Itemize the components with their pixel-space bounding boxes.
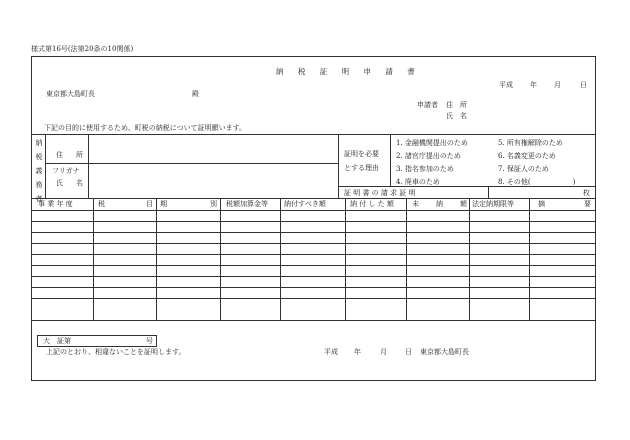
table-row — [32, 243, 595, 244]
table-column-divider — [93, 198, 94, 320]
footer-date-day: 日 — [405, 348, 412, 356]
header-amount-paid: 納 付 し た 額 — [350, 200, 394, 208]
taxpayer-side-label: 納税義務者 — [35, 139, 43, 203]
header-fiscal-year: 事 業 年 度 — [38, 200, 73, 208]
header-unpaid-2: 納 — [436, 200, 443, 208]
header-unpaid-1: 未 — [412, 200, 419, 208]
header-legal-deadline: 法定納期限等 — [472, 200, 514, 208]
date-year: 年 — [530, 81, 537, 89]
reason-label-line1: 証明を必要 — [344, 150, 379, 158]
certificate-number-box — [37, 335, 157, 347]
reason-option-8: 8. その他( ) — [498, 178, 576, 186]
table-column-divider — [469, 198, 470, 320]
table-row — [32, 287, 595, 288]
line-header-bottom — [32, 210, 595, 211]
form-number: 様式第16号(法第20条の10関係) — [31, 45, 134, 53]
form-title: 納 税 証 明 申 請 書 — [276, 67, 421, 76]
header-remarks-1: 摘 — [538, 200, 545, 208]
line-request-top — [338, 186, 595, 187]
certificate-number-suffix: 号 — [146, 337, 153, 345]
taxpayer-address-label: 住 所 — [56, 151, 86, 159]
table-column-divider — [220, 198, 221, 320]
taxpayer-furigana-label: フリガナ — [52, 167, 80, 175]
applicant-label: 申請者 — [417, 101, 438, 109]
certification-statement: 上記のとおり、相違ないことを証明します。 — [46, 348, 186, 356]
date-day: 日 — [580, 81, 587, 89]
reason-label-line2: とする理由 — [344, 164, 379, 172]
reason-option-7: 7. 保証人のため — [498, 165, 549, 173]
table-column-divider — [406, 198, 407, 320]
line-taxpayer-mid — [45, 163, 338, 164]
table-column-divider — [345, 198, 346, 320]
line-table-bottom — [32, 320, 595, 321]
line-taxpayer-right — [338, 134, 339, 198]
line-table-top — [32, 198, 595, 199]
tax-certificate-application-form — [31, 56, 596, 381]
addressee-honorific: 殿 — [192, 90, 199, 98]
footer-issuer: 東京都大島町長 — [420, 348, 469, 356]
reason-option-1: 1. 金融機関提出のため — [396, 139, 468, 147]
table-column-divider — [280, 198, 281, 320]
reason-option-4: 4. 廃車のため — [396, 178, 440, 186]
line-reason-right — [390, 134, 391, 186]
table-row — [32, 276, 595, 277]
date-era: 平成 — [499, 81, 513, 89]
header-tax-item-2: 目 — [146, 200, 153, 208]
reason-option-2: 2. 諸官庁提出のため — [396, 152, 461, 160]
line-request-divider — [488, 186, 489, 198]
date-month: 月 — [554, 81, 561, 89]
header-period-1: 期 — [160, 200, 167, 208]
header-unpaid-3: 額 — [460, 200, 467, 208]
reason-option-6: 6. 名義変更のため — [498, 152, 556, 160]
reason-option-3: 3. 指名参加のため — [396, 165, 454, 173]
header-remarks-2: 要 — [584, 200, 591, 208]
line-taxpayer-label — [88, 134, 89, 198]
line-taxpayer-side — [45, 134, 46, 198]
header-surcharge: 税額加算金等 — [226, 200, 268, 208]
purpose-statement: 下記の目的に使用するため、町税の納税について証明願います。 — [44, 124, 247, 132]
footer-date-era: 平成 — [324, 348, 338, 356]
table-row — [32, 254, 595, 255]
header-amount-due: 納付すべき額 — [284, 200, 326, 208]
addressee-name: 東京都大島町長 — [46, 90, 95, 98]
table-row — [32, 298, 595, 299]
footer-date-month: 月 — [380, 348, 387, 356]
table-row — [32, 221, 595, 222]
line-upper — [32, 134, 595, 135]
reason-option-5: 5. 所有権解除のため — [498, 139, 563, 147]
table-column-divider — [156, 198, 157, 320]
certificate-number-prefix: 大 証第 — [43, 337, 71, 345]
footer-date-year: 年 — [354, 348, 361, 356]
applicant-address-label: 住 所 — [446, 101, 467, 109]
header-period-2: 別 — [210, 200, 217, 208]
request-count-label: 証 明 書 の 請 求 証 明 — [344, 189, 416, 197]
table-column-divider — [529, 198, 530, 320]
applicant-name-label: 氏 名 — [446, 112, 467, 120]
table-row — [32, 265, 595, 266]
header-tax-item-1: 税 — [98, 200, 105, 208]
table-row — [32, 232, 595, 233]
taxpayer-name-label: 氏 名 — [56, 179, 86, 187]
request-count-unit: 枚 — [583, 189, 590, 197]
